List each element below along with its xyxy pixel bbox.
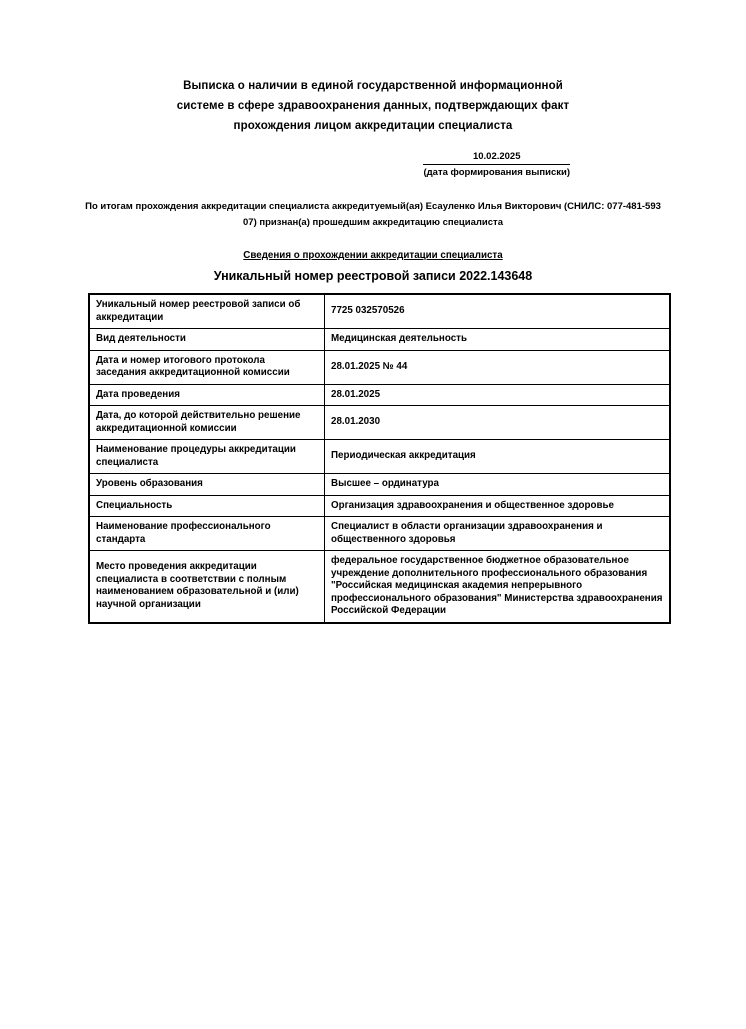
table-row [89, 384, 670, 406]
row-value: 28.01.2030 [325, 406, 671, 440]
extract-date-row [0, 150, 746, 179]
row-label: Дата, до которой действительно решение аккредитационной комиссии [89, 406, 325, 440]
document-title [0, 76, 746, 136]
row-value: Периодическая аккредитация [325, 440, 671, 474]
table-row [89, 495, 670, 517]
accreditation-details-table-body [89, 294, 670, 623]
row-label: Дата и номер итогового протокола заседания аккредитационной комиссии [89, 350, 325, 384]
row-label: Уровень образования [89, 474, 325, 496]
document-title-line: Выписка о наличии в единой государственной информационной [183, 80, 563, 92]
table-row [89, 294, 670, 329]
row-label: Специальность [89, 495, 325, 517]
table-row [89, 440, 670, 474]
table-row [89, 329, 670, 351]
table-row [89, 474, 670, 496]
row-value: Специалист в области организации здравоохранения и общественного здоровья [325, 517, 671, 551]
row-label: Наименование процедуры аккредитации специалиста [89, 440, 325, 474]
row-value: федеральное государственное бюджетное образовательное учреждение дополнительного профессионального образования "Российская медицинская академия непрерывного профессионального образования" Министерства здравоохранения Российской Федерации [325, 551, 671, 623]
extract-date-block [423, 150, 570, 179]
extract-date-value: 10.02.2025 [423, 150, 570, 165]
extract-date-caption: (дата формирования выписки) [423, 167, 570, 178]
row-value: Высшее – ординатура [325, 474, 671, 496]
row-value: Организация здравоохранения и общественное здоровье [325, 495, 671, 517]
section-heading: Сведения о прохождении аккредитации специалиста [243, 250, 503, 261]
row-value: 28.01.2025 [325, 384, 671, 406]
row-label: Уникальный номер реестровой записи об аккредитации [89, 294, 325, 329]
table-row [89, 551, 670, 623]
row-value: Медицинская деятельность [325, 329, 671, 351]
row-label: Место проведения аккредитации специалиста в соответствии с полным наименованием образовательной и (или) научной организации [89, 551, 325, 623]
row-value: 7725 032570526 [325, 294, 671, 329]
registry-number-heading: Уникальный номер реестровой записи 2022.143648 [213, 269, 533, 283]
accreditation-details-table [88, 293, 671, 624]
row-label: Вид деятельности [89, 329, 325, 351]
document-title-line: системе в сфере здравоохранения данных, подтверждающих факт [176, 100, 570, 112]
row-value: 28.01.2025 № 44 [325, 350, 671, 384]
table-row [89, 517, 670, 551]
table-row [89, 406, 670, 440]
row-label: Дата проведения [89, 384, 325, 406]
row-label: Наименование профессионального стандарта [89, 517, 325, 551]
intro-paragraph: По итогам прохождения аккредитации специалиста аккредитуемый(ая) Есауленко Илья Викторович (СНИЛС: 077-481-593 07) признан(а) прошедшим аккредитацию специалиста [85, 201, 661, 228]
document-title-line: прохождения лицом аккредитации специалиста [233, 120, 513, 132]
table-row [89, 350, 670, 384]
